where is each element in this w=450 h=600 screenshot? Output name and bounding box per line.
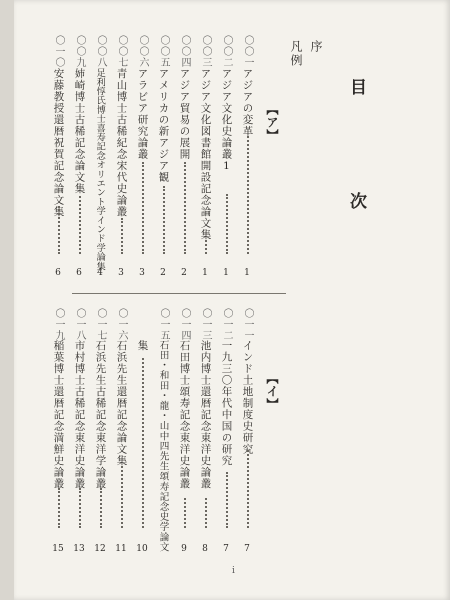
entry-title[interactable]: 青山博士古稀紀念宋代史論叢 [115, 68, 128, 218]
entry-title-continued: 集 [136, 340, 149, 352]
entry-page: 7 [244, 544, 250, 554]
entry-number: 〇一四 [179, 308, 190, 341]
leader-dots [142, 358, 146, 528]
leader-dots [121, 466, 125, 528]
entry-page: 3 [118, 268, 124, 278]
entry-page: 1 [223, 268, 229, 278]
entry-number: 〇一八 [74, 308, 85, 341]
entry-title[interactable]: アジア貿易の展開 [178, 68, 191, 160]
entry-number: 〇一一 [242, 308, 253, 341]
entry-number: 〇〇一 [242, 35, 253, 68]
entry-title[interactable]: 足利惇氏博士喜寿記念オリエント学インド学論集 [94, 68, 106, 271]
notes-link[interactable]: 凡例 [289, 40, 303, 68]
entry-title[interactable]: 姉崎博士古稀記念論文集 [73, 68, 86, 195]
leader-dots [226, 472, 230, 528]
entry-page: 13 [73, 544, 85, 554]
entry-title[interactable]: 石田博士頌寿記念東洋史論叢 [178, 340, 191, 490]
leader-dots [184, 498, 188, 528]
leader-dots [58, 206, 62, 254]
leader-dots [184, 162, 188, 254]
entry-page: 4 [97, 268, 103, 278]
leader-dots [121, 218, 125, 254]
leader-dots [100, 488, 104, 528]
section-a-heading: 【ア】 [265, 103, 279, 142]
entry-title[interactable]: 石浜先生古稀記念東洋学論叢 [94, 340, 107, 490]
entry-number: 〇一五 [158, 308, 169, 341]
entry-number: 〇一〇 [53, 35, 64, 68]
leader-dots [247, 136, 251, 254]
entry-page: 6 [76, 268, 82, 278]
entry-title[interactable]: 市村博士古稀記念東洋史論叢 [73, 340, 86, 490]
entry-title[interactable]: 石田・和田・龍・山中四先生頌寿記念史学論文 [157, 340, 169, 553]
entry-number: 〇〇二 [221, 35, 232, 68]
entry-number: 〇〇五 [158, 35, 169, 68]
preface-link[interactable]: 序 [309, 40, 323, 54]
entry-number: 〇一九 [53, 308, 64, 341]
toc-title: 目 次 [346, 78, 366, 249]
entry-title[interactable]: 安藤教授還暦祝賀記念論文集 [52, 68, 65, 218]
entry-title[interactable]: 稲葉博士還暦記念満鮮史論叢 [52, 340, 65, 490]
leader-dots [58, 488, 62, 528]
leader-dots [247, 450, 251, 528]
entry-number: 〇一二 [221, 308, 232, 341]
leader-dots [226, 194, 230, 254]
entry-page: 11 [115, 544, 127, 554]
entry-title[interactable]: インド土地制度史研究 [241, 340, 254, 455]
entry-page: 1 [244, 268, 250, 278]
leader-dots [79, 488, 83, 528]
entry-page: 12 [94, 544, 106, 554]
leader-dots [79, 196, 83, 254]
entry-number: 〇〇八 [95, 35, 106, 68]
entry-page: 2 [160, 268, 166, 278]
entry-number: 〇〇三 [200, 35, 211, 68]
entry-number: 〇一三 [200, 308, 211, 341]
entry-page: 1 [202, 268, 208, 278]
leader-dots [205, 240, 209, 254]
entry-title[interactable]: 一九三〇年代中国の研究 [220, 340, 233, 467]
entry-title[interactable]: アジアの変革 [241, 68, 254, 137]
entry-title[interactable]: アジア文化史論叢1 [220, 68, 233, 173]
divider [72, 293, 286, 294]
entry-page: 15 [52, 544, 64, 554]
entry-number: 〇〇七 [116, 35, 127, 68]
entry-page: 3 [139, 268, 145, 278]
entry-title[interactable]: アメリカの新アジア観 [157, 68, 170, 183]
entry-number: 〇〇四 [179, 35, 190, 68]
entry-page: 8 [202, 544, 208, 554]
entry-title[interactable]: 石浜先生還暦記念論文集 [115, 340, 128, 467]
entry-page: 6 [55, 268, 61, 278]
entry-page: 9 [181, 544, 187, 554]
entry-number: 〇一七 [95, 308, 106, 341]
entry-title[interactable]: アラビア研究論叢 [136, 68, 149, 160]
entry-title[interactable]: 池内博士還暦記念東洋史論叢 [199, 340, 212, 490]
leader-dots [205, 498, 209, 528]
leader-dots [163, 186, 167, 254]
entry-number: 〇〇九 [74, 35, 85, 68]
entry-page: 7 [223, 544, 229, 554]
entry-page: 10 [136, 544, 148, 554]
entry-title[interactable]: アジア文化図書館開設記念論文集 [199, 68, 212, 241]
page-number: i [232, 566, 235, 576]
entry-number: 〇一六 [116, 308, 127, 341]
leader-dots [142, 162, 146, 254]
toc-page [14, 0, 450, 600]
section-i-heading: 【イ】 [265, 372, 279, 411]
entry-number: 〇〇六 [137, 35, 148, 68]
entry-page: 2 [181, 268, 187, 278]
